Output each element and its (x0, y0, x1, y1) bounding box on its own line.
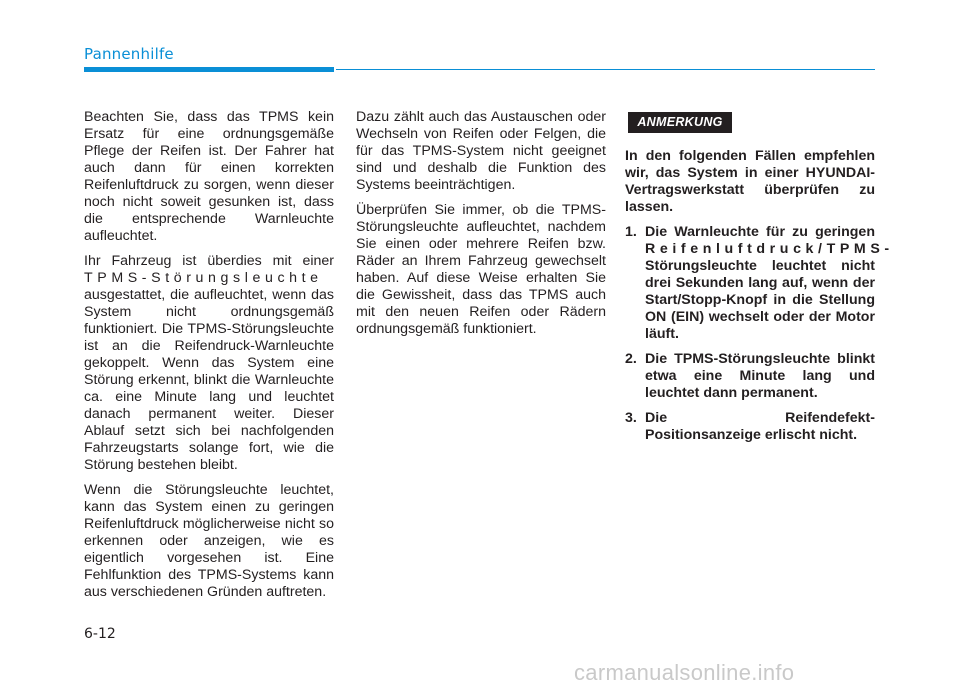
paragraph: Dazu zählt auch das Austauschen oder Wechseln von Reifen oder Felgen, die für das TPMS-System nicht geeignet sind und deshalb die Funktion des Systems beeinträchtigen. (356, 109, 606, 193)
list-text: Die TPMS-Störungsleuchte blinkt etwa eine Minute lang und leuchtet dann permanent. (645, 351, 875, 401)
note-list-item (625, 351, 875, 402)
note-list (625, 224, 894, 444)
list-number: 3. (625, 410, 637, 426)
spaced-term: TPMS-Störungsleuchte (84, 270, 323, 286)
list-text: Störungsleuchte leuchtet nicht drei Sekunden lang auf, wenn der Start/Stopp-Knopf in die Stellung ON (EIN) wechselt oder der Motor läuft. (645, 258, 875, 342)
text-column-middle (356, 109, 606, 346)
header-rule-thick (84, 67, 334, 72)
note-list-item (625, 224, 894, 343)
paragraph-text: ausgestattet, die aufleuchtet, wenn das System nicht ordnungsgemäß funktioniert. Die TPMS-Störungsleuchte ist an die Reifendruck-Warnleuchte gekoppelt. Wenn das System eine Störung erkennt, blinkt die Warnleuchte ca. eine Minute lang und leuchtet danach permanent weiter. Dieser Ablauf setzt sich bei nachfolgenden Fahrzeugstarts solange fort, wie die Störung bestehen bleibt. (84, 287, 334, 473)
list-number: 1. (625, 224, 637, 240)
page-number: 6-12 (84, 626, 116, 642)
section-title: Pannenhilfe (84, 45, 174, 63)
list-number: 2. (625, 351, 637, 367)
list-text: Die Warnleuchte für zu geringen (645, 224, 875, 240)
spaced-term: Reifenluftdruck/TPMS- (645, 241, 894, 257)
paragraph: Überprüfen Sie immer, ob die TPMS-Störungsleuchte aufleuchtet, nachdem Sie einen oder mehrere Reifen bzw. Räder an Ihrem Fahrzeug gewechselt haben. Auf diese Weise erhalten Sie die Gewissheit, dass das TPMS auch mit den neuen Reifen oder Rädern ordnungsgemäß funktioniert. (356, 202, 606, 337)
list-text: Die Reifendefekt-Positionsanzeige erlischt nicht. (645, 410, 875, 443)
paragraph-text: Ihr Fahrzeug ist überdies mit einer (84, 253, 334, 269)
header-rule-thin (336, 69, 875, 70)
paragraph (84, 253, 334, 474)
note-intro: In den folgenden Fällen empfehlen wir, das System in einer HYUNDAI-Vertragswerkstatt überprüfen zu lassen. (625, 148, 875, 215)
note-list-item (625, 410, 875, 444)
note-column (625, 148, 894, 452)
text-column-left (84, 109, 334, 609)
watermark: carmanualsonline.info (574, 660, 795, 685)
note-badge: ANMERKUNG (628, 112, 732, 133)
paragraph: Beachten Sie, dass das TPMS kein Ersatz für eine ordnungsgemäße Pflege der Reifen ist. Der Fahrer hat auch dann für einen korrekten Reifenluftdruck zu sorgen, wenn dieser noch nicht soweit gesunken ist, dass die entsprechende Warnleuchte aufleuchtet. (84, 109, 334, 244)
paragraph: Wenn die Störungsleuchte leuchtet, kann das System einen zu geringen Reifenluftdruck möglicherweise nicht so erkennen oder anzeigen, wie es eigentlich vorgesehen ist. Eine Fehlfunktion des TPMS-Systems kann aus verschiedenen Gründen auftreten. (84, 482, 334, 600)
